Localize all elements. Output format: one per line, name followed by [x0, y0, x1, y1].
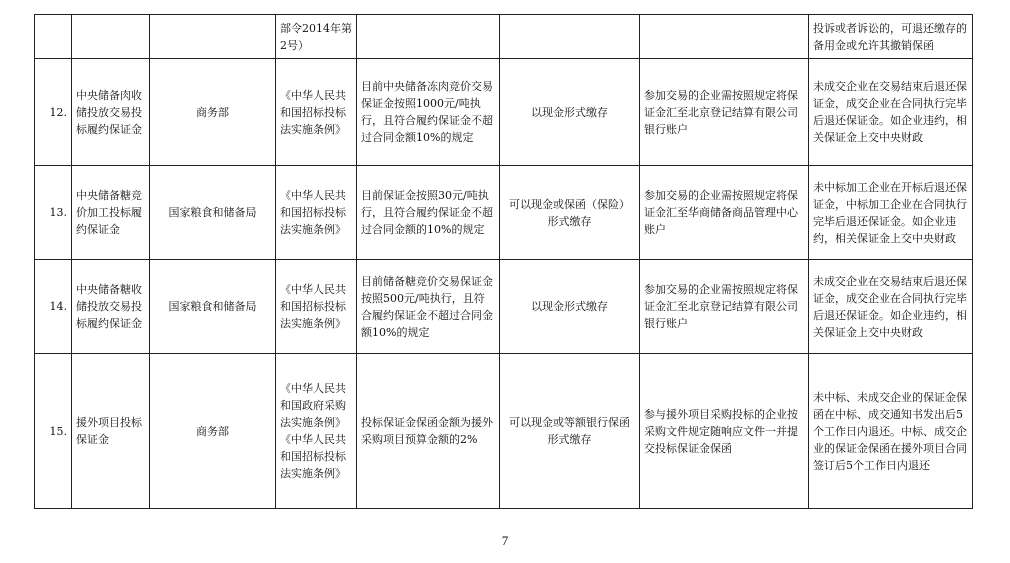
cell-num: 14.: [35, 260, 72, 354]
cell-form: 以现金形式缴存: [500, 260, 640, 354]
cell-dept: 国家粮食和储备局: [150, 260, 276, 354]
cell-refund: 未中标、未成交企业的保证金保函在中标、成交通知书发出后5个工作日内退还。中标、成交企业的保证金保函在援外项目合同签订后5个工作日内退还: [809, 354, 973, 509]
cell-refund: 未中标加工企业在开标后退还保证金，中标加工企业在合同执行完毕后退还保证金。如企业违约，相关保证金上交中央财政: [809, 166, 973, 260]
cell-process: 参加交易的企业需按照规定将保证金汇至北京登记结算有限公司银行账户: [640, 59, 809, 166]
cell-name: 中央储备糖竞价加工投标履约保证金: [72, 166, 150, 260]
cell-standard: 投标保证金保函金额为援外采购项目预算金额的2%: [357, 354, 500, 509]
table-row: [35, 15, 973, 59]
cell-name: 中央储备糖收储投放交易投标履约保证金: [72, 260, 150, 354]
cell-num: 15.: [35, 354, 72, 509]
cell-law: 《中华人民共和国招标投标法实施条例》: [276, 260, 357, 354]
cell-name: [72, 15, 150, 59]
table-row: [35, 260, 973, 354]
cell-law: 《中华人民共和国招标投标法实施条例》: [276, 59, 357, 166]
cell-num: 13.: [35, 166, 72, 260]
cell-form: [500, 15, 640, 59]
cell-form: 可以现金或等额银行保函形式缴存: [500, 354, 640, 509]
cell-dept: [150, 15, 276, 59]
cell-name: 中央储备肉收储投放交易投标履约保证金: [72, 59, 150, 166]
page-number: 7: [501, 533, 509, 548]
cell-num: 12.: [35, 59, 72, 166]
cell-dept: 商务部: [150, 59, 276, 166]
cell-law: 部令2014年第2号）: [276, 15, 357, 59]
cell-law: 《中华人民共和国招标投标法实施条例》: [276, 166, 357, 260]
cell-process: 参加交易的企业需按照规定将保证金汇至北京登记结算有限公司银行账户: [640, 260, 809, 354]
cell-dept: 商务部: [150, 354, 276, 509]
cell-refund: 未成交企业在交易结束后退还保证金，成交企业在合同执行完毕后退还保证金。如企业违约，相关保证金上交中央财政: [809, 260, 973, 354]
fee-table: [34, 14, 973, 509]
table-row: [35, 354, 973, 509]
cell-dept: 国家粮食和储备局: [150, 166, 276, 260]
cell-standard: 目前储备糖竞价交易保证金按照500元/吨执行，且符合履约保证金不超过合同金额10%的规定: [357, 260, 500, 354]
cell-refund: 投诉或者诉讼的，可退还缴存的备用金或允许其撤销保函: [809, 15, 973, 59]
cell-process: 参加交易的企业需按照规定将保证金汇至华商储备商品管理中心账户: [640, 166, 809, 260]
cell-standard: [357, 15, 500, 59]
cell-process: [640, 15, 809, 59]
table-row: [35, 166, 973, 260]
cell-num: [35, 15, 72, 59]
cell-form: 可以现金或保函（保险）形式缴存: [500, 166, 640, 260]
cell-standard: 目前中央储备冻肉竞价交易保证金按照1000元/吨执行，且符合履约保证金不超过合同金额10%的规定: [357, 59, 500, 166]
cell-name: 援外项目投标保证金: [72, 354, 150, 509]
table-row: [35, 59, 973, 166]
cell-form: 以现金形式缴存: [500, 59, 640, 166]
cell-process: 参与援外项目采购投标的企业按采购文件规定随响应文件一并提交投标保证金保函: [640, 354, 809, 509]
cell-law: 《中华人民共和国政府采购法实施条例》《中华人民共和国招标投标法实施条例》: [276, 354, 357, 509]
cell-standard: 目前保证金按照30元/吨执行，且符合履约保证金不超过合同金额的10%的规定: [357, 166, 500, 260]
cell-refund: 未成交企业在交易结束后退还保证金，成交企业在合同执行完毕后退还保证金。如企业违约，相关保证金上交中央财政: [809, 59, 973, 166]
